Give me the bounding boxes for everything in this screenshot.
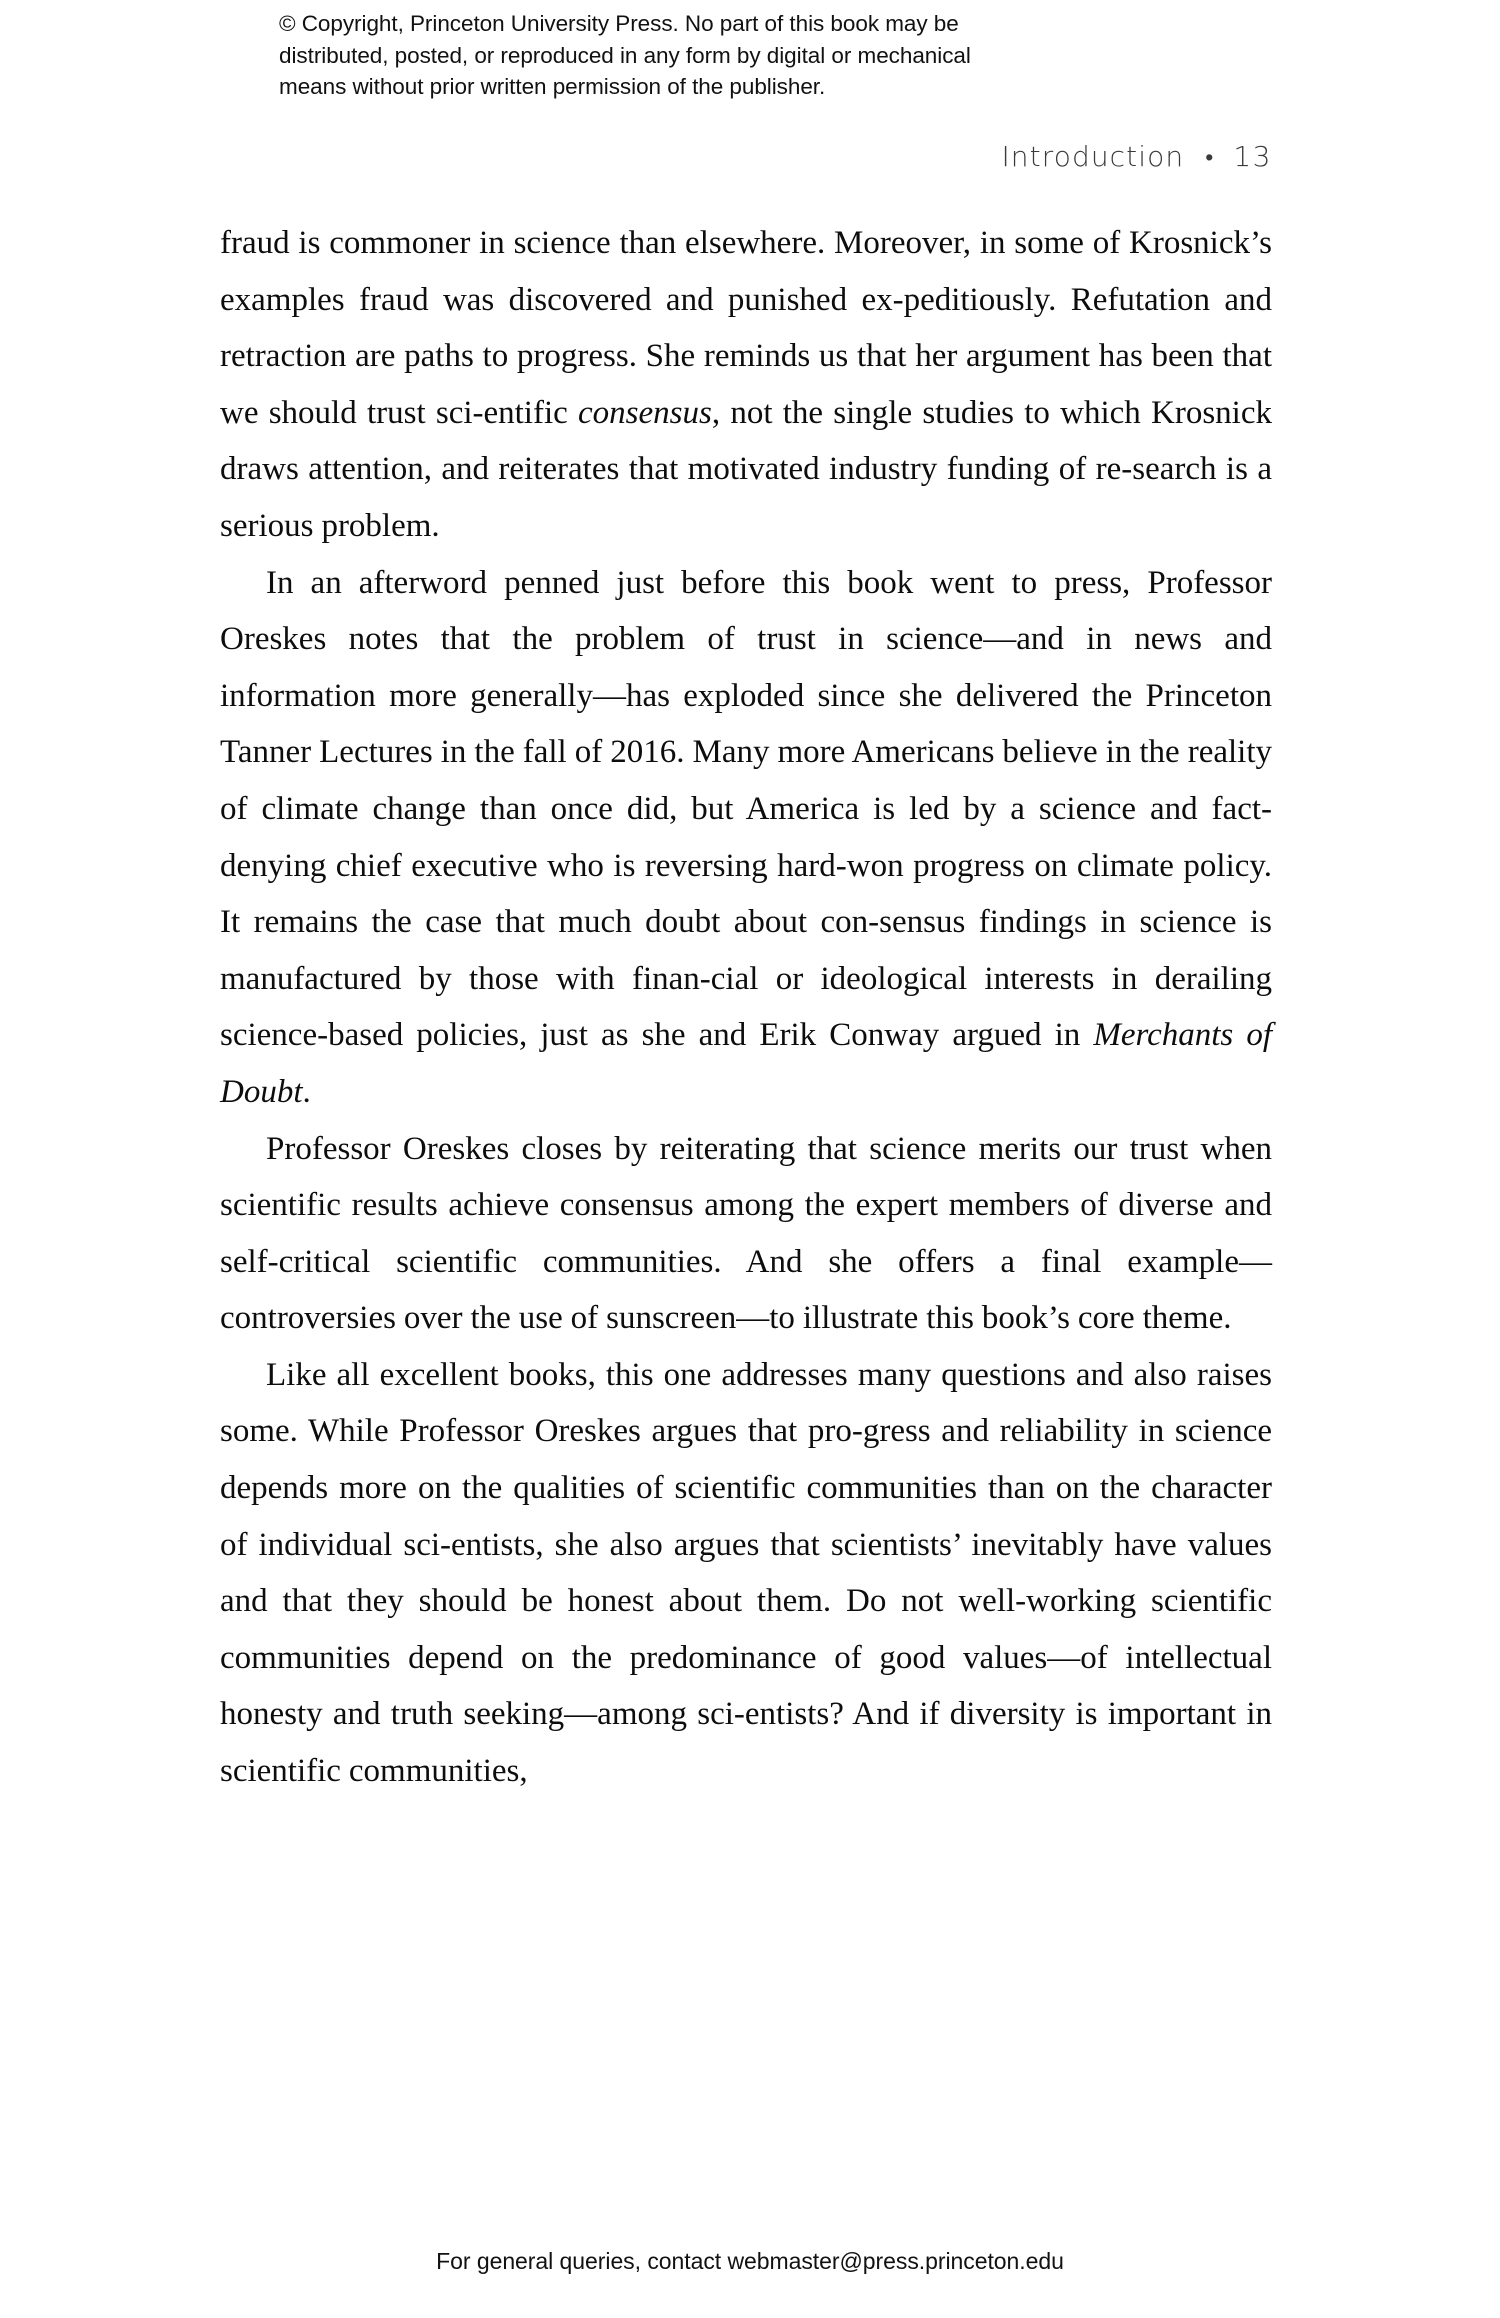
copyright-line-1: © Copyright, Princeton University Press. No part of this book may be: [279, 11, 959, 36]
body-paragraph: Like all excellent books, this one addresses many questions and also raises some. While Professor Oreskes argues that pro-gress and reliability in science depends more on the qualities of scientific communities than on the character of individual sci-entists, she also argues that scientists’ inevitably have values and that they should be honest about them. Do not well-working scientific communities depend on the predominance of good values—of intellectual honesty and truth seeking—among sci-entists? And if diversity is important in scientific communities,: [220, 1356, 1272, 1790]
running-head-title: Introduction: [1001, 140, 1185, 173]
bullet-separator-icon: •: [1205, 145, 1215, 171]
copyright-line-3: means without prior written permission of the publisher.: [279, 74, 826, 99]
body-paragraph: Professor Oreskes closes by reiterating that science merits our trust when scientific results achieve consensus among the expert members of diverse and self-critical scientific communities. And she offers a final example—controversies over the use of sunscreen—to illustrate this book’s core theme.: [220, 1130, 1272, 1337]
body-paragraph: fraud is commoner in science than elsewhere. Moreover, in some of Krosnick’s examples fraud was discovered and punished ex-peditiously. Refutation and retraction are paths to progress. She reminds us that her argument has been that we should trust sci-entific consensus, not the single studies to which Krosnick draws attention, and reiterates that motivated industry funding of re-search is a serious problem.: [220, 225, 1272, 544]
copyright-line-2: distributed, posted, or reproduced in any form by digital or mechanical: [279, 42, 971, 68]
running-head: [1001, 140, 1272, 173]
page-number: 13: [1233, 140, 1272, 173]
body-text-column: [220, 215, 1272, 1800]
body-paragraph: In an afterword penned just before this book went to press, Professor Oreskes notes that the problem of trust in science—and in news and information more generally—has exploded since she delivered the Princeton Tanner Lectures in the fall of 2016. Many more Americans believe in the reality of climate change than once did, but America is led by a science and fact-denying chief executive who is reversing hard-won progress on climate policy. It remains the case that much doubt about con-sensus findings in science is manufactured by those with finan-cial or ideological interests in derailing science-based policies, just as she and Erik Conway argued in Merchants of Doubt.: [220, 564, 1272, 1110]
footer-contact-note: For general queries, contact webmaster@press.princeton.edu: [436, 2248, 1064, 2274]
copyright-notice: [279, 8, 1259, 103]
